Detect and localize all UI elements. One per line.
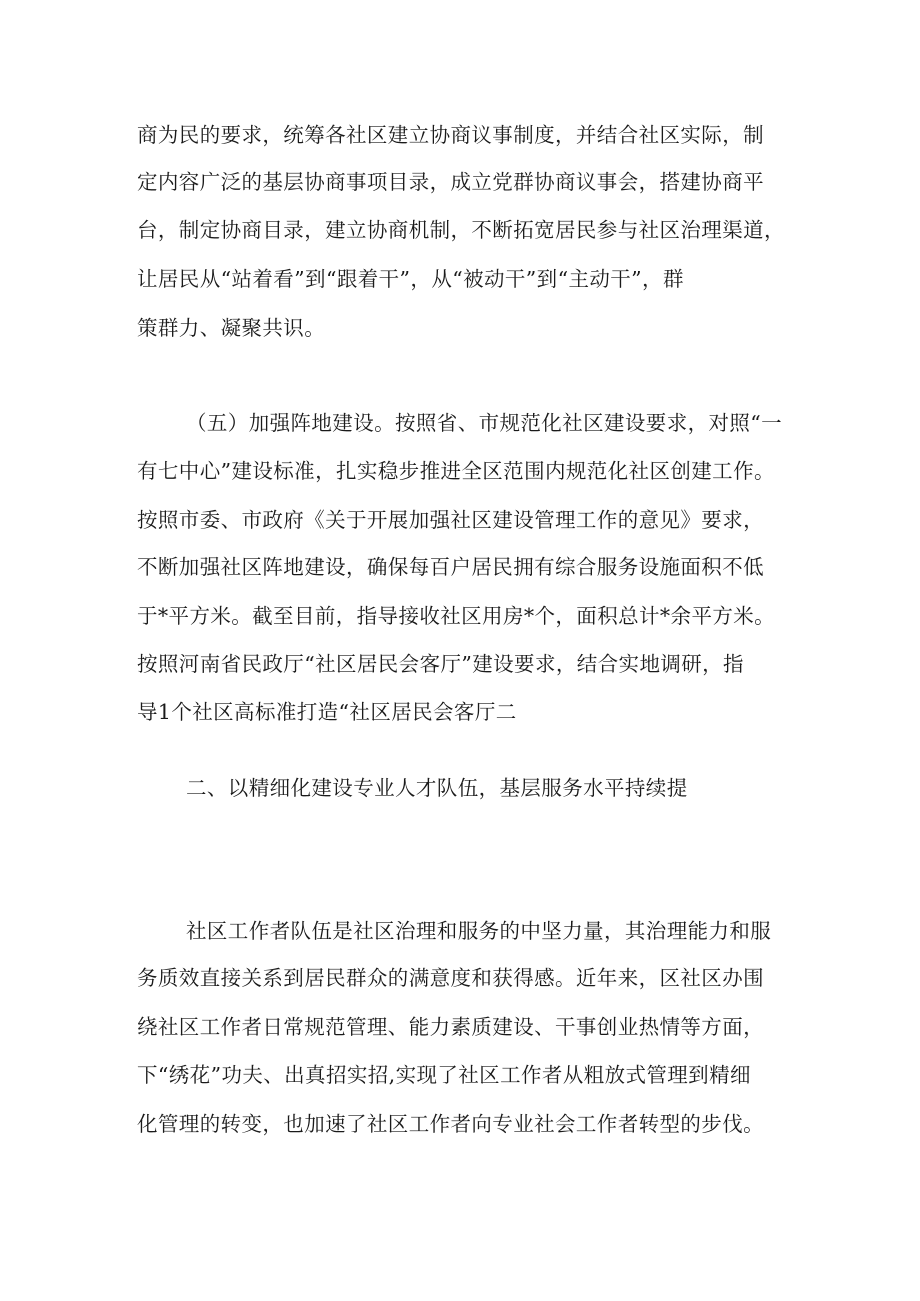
text-line: 定内容广泛的基层协商事项目录，成立党群协商议事会，搭建协商平 bbox=[137, 170, 764, 194]
text-line: 让居民从“站着看”到“跟着干”，从“被动干”到“主动干”，群 bbox=[137, 267, 684, 291]
text-line: 商为民的要求，统筹各社区建立协商议事制度，并结合社区实际，制 bbox=[137, 123, 764, 147]
text-line: 有七中心”建设标准，扎实稳步推进全区范围内规范化社区创建工作。 bbox=[137, 459, 775, 483]
text-line: 策群力、凝聚共识。 bbox=[137, 316, 326, 340]
text-line: 台，制定协商目录，建立协商机制，不断拓宽居民参与社区治理渠道， bbox=[137, 218, 785, 242]
text-line: 于*平方米。截至目前，指导接收社区用房*个，面积总计*余平方米。 bbox=[137, 604, 776, 628]
text-line: 化管理的转变，也加速了社区工作者向专业社会工作者转型的步伐。 bbox=[137, 1112, 764, 1136]
text-line: 不断加强社区阵地建设，确保每百户居民拥有综合服务设施面积不低 bbox=[137, 555, 764, 579]
text-line: 按照河南省民政厅“社区居民会客厅”建设要求，结合实地调研，指 bbox=[137, 652, 744, 676]
section-heading: 二、以精细化建设专业人才队伍，基层服务水平持续提 bbox=[186, 776, 688, 800]
text-line: 务质效直接关系到居民群众的满意度和获得感。近年来，区社区办围 bbox=[137, 966, 764, 990]
text-line: （五）加强阵地建设。按照省、市规范化社区建设要求，对照“一 bbox=[186, 411, 783, 435]
text-line: 社区工作者队伍是社区治理和服务的中坚力量，其治理能力和服 bbox=[186, 919, 772, 943]
text-line: 导1个社区高标准打造“社区居民会客厅二 bbox=[137, 700, 517, 724]
text-line: 下“绣花”功夫、出真招实招,实现了社区工作者从粗放式管理到精细 bbox=[137, 1063, 751, 1087]
text-line: 绕社区工作者日常规范管理、能力素质建设、干事创业热情等方面， bbox=[137, 1015, 764, 1039]
text-line: 按照市委、市政府《关于开展加强社区建设管理工作的意见》要求， bbox=[137, 508, 764, 532]
